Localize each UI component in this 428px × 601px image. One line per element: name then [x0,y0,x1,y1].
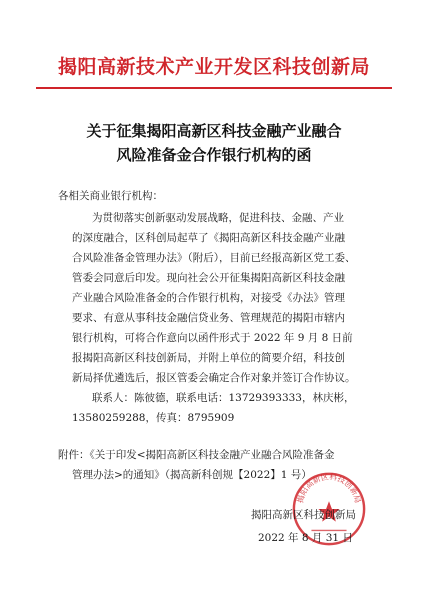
doc-title-line1: 关于征集揭阳高新区科技金融产业融合 [86,122,342,140]
body-line: 新局择优遴选后，报区管委会确定合作对象并签订合作协议。 [72,372,356,384]
body-line: 报揭阳高新区科技创新局，并附上单位的简要介绍，科技创 [72,352,345,364]
body-line: 产业融合风险准备金的合作银行机构，对接受《办法》管理 [72,292,345,304]
body-line: 银行机构，可将合作意向以函件形式于 2022 年 9 月 8 日前 [72,332,353,344]
body-line: 的深度融合，区科创局起草了《揭阳高新区科技金融产业融 [72,232,345,244]
body-line: 管委会同意后印发。现向社会公开征集揭阳高新区科技金融 [72,272,345,284]
attachment-line1: 附件：《关于印发<揭阳高新区科技金融产业融合风险准备金 [58,449,335,461]
body-line: 为贯彻落实创新驱动发展战略，促进科技、金融、产业 [92,212,344,224]
svg-text:揭阳高新区科技创新局: 揭阳高新区科技创新局 [295,472,363,504]
signature-date: 2022 年 8 月 31 日 [258,532,353,544]
body-line: 联系人：陈彼德，联系电话：13729393333，林庆彬， [92,392,355,404]
salutation: 各相关商业银行机构： [58,190,163,202]
org-header: 揭阳高新技术产业开发区科技创新局 [57,56,370,78]
red-divider [36,87,392,89]
doc-title-line2: 风险准备金合作银行机构的函 [116,146,312,164]
body-line: 合风险准备金管理办法》（附后），目前已经报高新区党工委、 [72,252,356,264]
body-line: 要求、有意从事科技金融信贷业务、管理规范的揭阳市辖内 [72,312,345,324]
attachment-line2: 管理办法>的通知》（揭高新科创规【2022】1 号） [72,469,312,481]
body-line: 13580259288，传真：8795909 [72,412,235,424]
signature-org: 揭阳高新区科技创新局 [251,509,356,521]
